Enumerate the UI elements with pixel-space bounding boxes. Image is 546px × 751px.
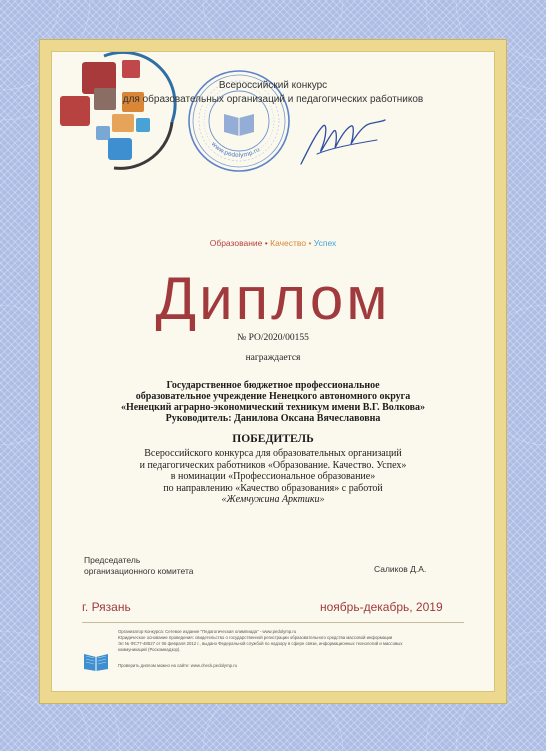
footer-legal-1: Юридическое основание проведения: свидетельство о государственной регистрации образовательного средства массовой информации (118, 635, 393, 640)
footer-divider (82, 622, 464, 623)
slogan-quality: Качество (270, 238, 307, 248)
diploma-title: Диплом (155, 265, 391, 332)
dates: ноябрь-декабрь, 2019 (320, 600, 443, 614)
chairman-label-line2: организационного комитета (84, 566, 194, 576)
slogan-dot-2: • (308, 238, 314, 248)
diploma-number: № РО/2020/00155 (237, 333, 309, 343)
description-line-4: по направлению «Качество образования» с работой (163, 482, 383, 494)
chairman-label-line1: Председатель (84, 555, 141, 565)
footer-check-link[interactable]: Проверить диплом можно на сайте: www.check.pedolymp.ru (118, 663, 238, 668)
winner-title: ПОБЕДИТЕЛЬ (232, 433, 314, 445)
contest-title-line1: Всероссийский конкурс (218, 80, 328, 91)
awarded-label: награждается (245, 353, 301, 363)
contest-title-line2: для образовательных организаций и педагогических работников (122, 94, 424, 105)
description-line-1: Всероссийского конкурса для образовательных организаций (144, 448, 402, 459)
organization-line-3: «Ненецкий аграрно-экономический техникум имени В.Г. Волкова» (120, 402, 426, 413)
colored-squares-logo-icon (52, 52, 182, 174)
svg-text:www.pedolymp.ru (210, 141, 262, 159)
logo-slogan (52, 238, 494, 248)
work-title: «Жемчужина Арктики» (221, 494, 325, 505)
organization-line-1: Государственное бюджетное профессиональное (166, 380, 380, 391)
signer-name: Саликов Д.А. (374, 564, 427, 574)
diploma-inner-panel (52, 52, 494, 691)
slogan-dot-1: • (264, 238, 271, 248)
organization-line-2: образовательное учреждение Ненецкого автономного округа (135, 391, 411, 402)
footer-legal-3: коммуникаций (Роскомнадзор). (118, 647, 181, 652)
footer-legal-2: Эл № ФС77-48527 от 06 февраля 2012 г., выдано Федеральной службой по надзору в сфере связи, информационных технологий и массовых (118, 641, 403, 646)
organization-head: Руководитель: Данилова Оксана Вячеславовна (165, 413, 381, 424)
signature-image (297, 114, 387, 174)
footer-organizer: Организатор Конкурса: Сетевое издание "Педагогическая олимпиада" - www.pedolymp.ru (118, 629, 297, 634)
description-line-2: и педагогических работников «Образование. Качество. Успех» (139, 459, 407, 471)
book-logo-icon (82, 650, 110, 672)
stamp-site-text: www.pedolymp.ru (210, 140, 262, 160)
city: г. Рязань (82, 600, 131, 614)
description-line-3: в номинации «Профессиональное образование» (170, 471, 376, 482)
slogan-success: Успех (313, 238, 337, 248)
slogan-education: Образование (209, 238, 263, 248)
